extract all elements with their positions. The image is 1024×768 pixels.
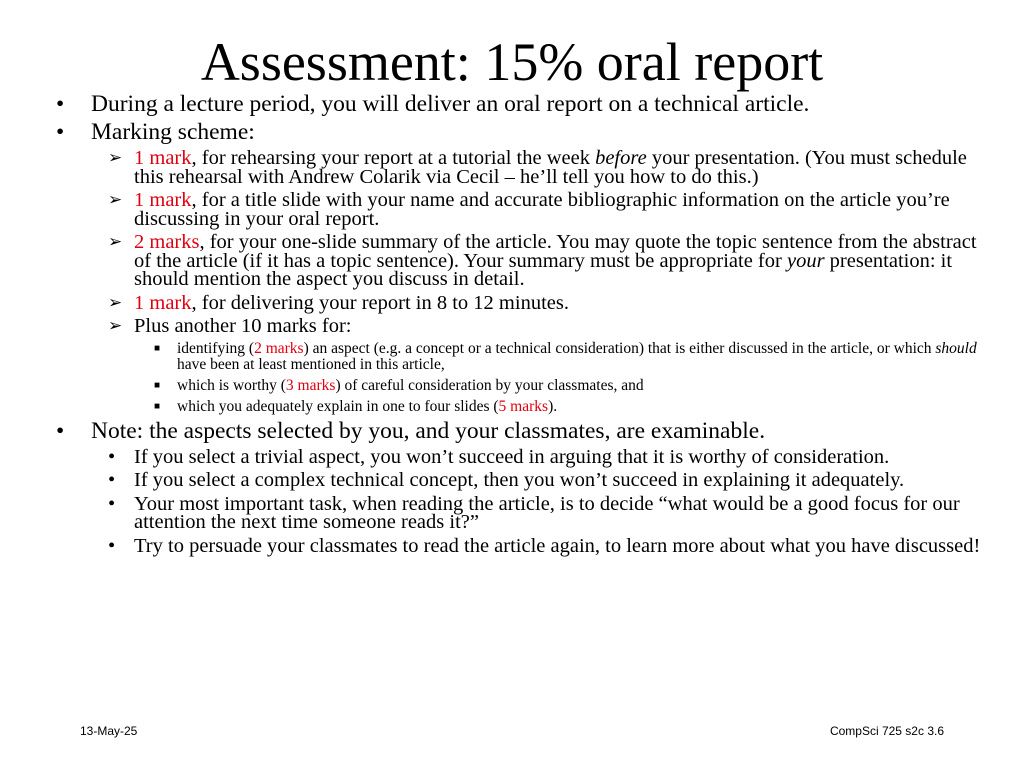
marking-item-timing	[108, 291, 996, 314]
footer-date: 13-May-25	[80, 724, 138, 738]
bullet-dot-icon: •	[108, 469, 116, 491]
mark-value: 5 marks	[498, 397, 549, 415]
sub-text: ).	[548, 397, 558, 415]
item-text: , for delivering your report in 8 to 12 minutes.	[191, 291, 569, 314]
sub-item-explain	[154, 399, 996, 415]
arrow-bullet-icon: ➢	[108, 292, 123, 312]
arrow-bullet-icon: ➢	[108, 316, 123, 335]
bullet-dot-icon: •	[56, 417, 65, 444]
sub-text: ) an aspect (e.g. a concept or a technical consideration) that is either discussed in the article, or which	[303, 339, 936, 357]
note-item	[108, 534, 996, 557]
item-text: Plus another 10 marks for:	[134, 315, 352, 337]
bullet-text: During a lecture period, you will deliver an oral report on a technical article.	[91, 91, 810, 117]
note-item	[108, 492, 996, 533]
slide-body	[56, 93, 996, 560]
arrow-bullet-icon: ➢	[108, 232, 123, 251]
note-text: If you select a trivial aspect, you won’t succeed in arguing that it is worthy of consideration.	[134, 445, 890, 468]
marking-item-title-slide	[108, 191, 996, 228]
sub-text: have been at least mentioned in this article,	[177, 355, 445, 373]
slide-title: Assessment: 15% oral report	[200, 32, 824, 92]
bullet-dot-icon: •	[56, 91, 65, 117]
arrow-bullet-icon: ➢	[108, 148, 123, 167]
mark-value: 1 mark	[134, 147, 192, 169]
mark-value: 2 marks	[134, 231, 200, 253]
marking-item-plus	[108, 317, 996, 336]
arrow-bullet-icon: ➢	[108, 190, 123, 209]
bullet-text: Marking scheme:	[91, 119, 255, 145]
emphasis-text: your	[786, 249, 825, 272]
bullet-dot-icon: •	[108, 445, 116, 468]
marking-item-rehearsal	[108, 149, 996, 186]
emphasis-text: should	[935, 339, 977, 357]
emphasis-text: before	[595, 147, 647, 169]
item-text: your presentation. (You must schedule this rehearsal with Andrew Colarik via Cecil – he’ll tell you how to do this.)	[134, 147, 967, 188]
item-text: presentation: it should mention the aspect you discuss in detail.	[134, 249, 953, 290]
sub-item-worthy	[154, 378, 996, 394]
square-bullet-icon: ■	[154, 342, 161, 354]
marking-item-summary	[108, 233, 996, 289]
note-text: Try to persuade your classmates to read the article again, to learn more about what you have discussed!	[134, 534, 981, 557]
sub-text: which is worthy (	[177, 376, 286, 394]
mark-value: 1 mark	[134, 189, 192, 211]
bullet-text: Note: the aspects selected by you, and your classmates, are examinable.	[91, 417, 766, 444]
mark-value: 2 marks	[254, 339, 304, 357]
footer-course: CompSci 725 s2c 3.6	[829, 724, 944, 738]
sub-text: identifying (	[177, 339, 255, 357]
note-item	[108, 445, 996, 468]
sub-text: which you adequately explain in one to four slides (	[177, 397, 499, 415]
square-bullet-icon: ■	[154, 379, 161, 391]
note-text: Your most important task, when reading the article, is to decide “what would be a good focus for our attention the next time someone reads it?”	[134, 492, 960, 533]
sub-text: ) of careful consideration by your classmates, and	[335, 376, 644, 394]
sub-item-identifying	[154, 341, 996, 373]
mark-value: 1 mark	[134, 291, 192, 314]
mark-value: 3 marks	[285, 376, 336, 394]
bullet-dot-icon: •	[108, 534, 116, 557]
bullet-dot-icon: •	[56, 119, 65, 145]
note-text: If you select a complex technical concept, then you won’t succeed in explaining it adequately.	[134, 469, 905, 491]
item-text: , for your one-slide summary of the article. You may quote the topic sentence from the abstract of the article (if it has a topic sentence). Your summary must be appropriate for	[134, 231, 977, 272]
bullet-marking-scheme	[56, 121, 996, 143]
bullet-dot-icon: •	[108, 492, 116, 515]
item-text: , for a title slide with your name and accurate bibliographic information on the article you’re discussing in your oral report.	[134, 189, 950, 230]
bullet-oral-report	[56, 93, 996, 115]
item-text: , for rehearsing your report at a tutorial the week	[191, 147, 596, 169]
bullet-note	[56, 417, 996, 444]
square-bullet-icon: ■	[154, 400, 161, 412]
note-item	[108, 471, 996, 490]
